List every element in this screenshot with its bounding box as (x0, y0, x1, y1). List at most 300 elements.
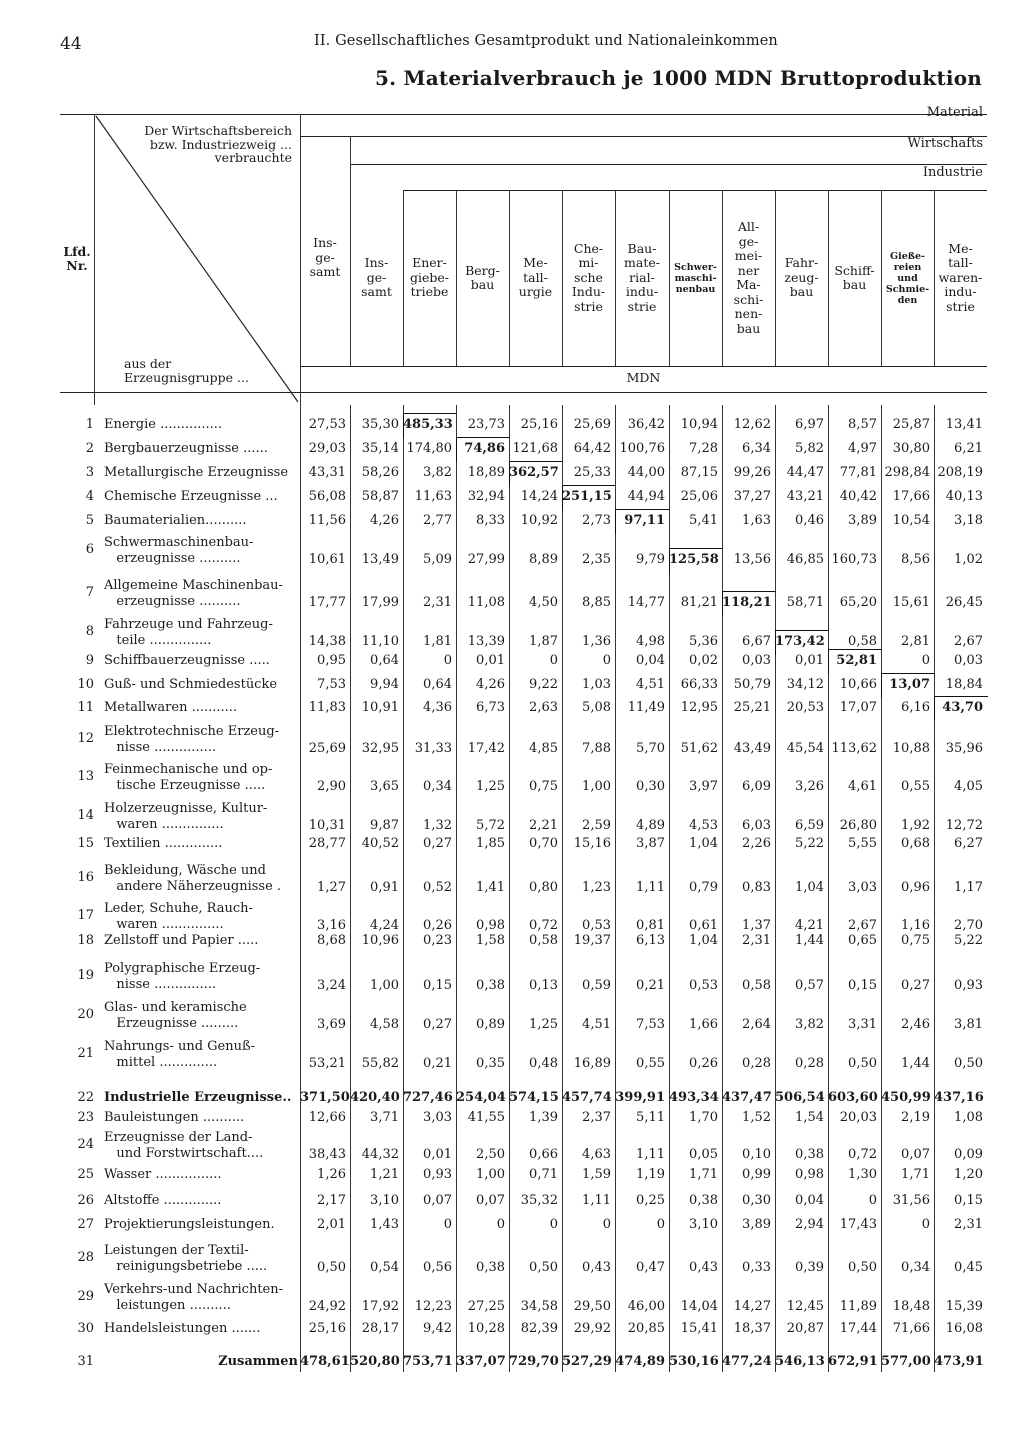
table-cell: 0,02 (689, 653, 718, 668)
table-cell: 0,99 (742, 1167, 771, 1182)
table-cell: 18,48 (892, 1299, 930, 1314)
table-cell: 45,54 (786, 741, 824, 756)
table-cell: 14,77 (627, 595, 665, 610)
row-number: 24 (77, 1137, 94, 1152)
table-cell: 12,95 (680, 700, 718, 715)
table-cell: 12,72 (945, 818, 983, 833)
table-cell: 6,34 (742, 441, 771, 456)
table-cell: 17,07 (839, 700, 877, 715)
table-cell: 0,59 (582, 978, 611, 993)
table-cell: 1,02 (954, 552, 983, 567)
table-cell: 30,80 (892, 441, 930, 456)
table-cell: 0,75 (901, 933, 930, 948)
table-cell: 2,31 (954, 1217, 983, 1232)
table-cell: 1,36 (582, 634, 611, 649)
column-header: Me- tall- waren- indu- strie (938, 240, 983, 314)
table-cell: 2,67 (848, 918, 877, 933)
row-label: Bauleistungen .......... (104, 1110, 245, 1125)
table-cell: 12,23 (414, 1299, 452, 1314)
table-cell: 4,21 (795, 918, 824, 933)
table-cell: 15,16 (573, 836, 611, 851)
table-cell: 0,21 (636, 978, 665, 993)
table-cell: 1,00 (370, 978, 399, 993)
table-cell: 13,41 (945, 417, 983, 432)
row-label: Fahrzeuge und Fahrzeug- teile ............... (104, 617, 273, 648)
table-cell: 4,61 (848, 779, 877, 794)
table-cell: 2,64 (742, 1017, 771, 1032)
table-cell: 3,82 (423, 465, 452, 480)
row-label: Handelsleistungen ....... (104, 1321, 261, 1336)
row-label: Feinmechanische und op- tische Erzeugnisse ..... (104, 762, 273, 793)
table-cell: 16,08 (945, 1321, 983, 1336)
table-cell: 27,53 (308, 417, 346, 432)
table-cell: 4,97 (848, 441, 877, 456)
table-cell: 25,87 (892, 417, 930, 432)
table-cell: 577,00 (881, 1354, 931, 1369)
table-cell: 0,27 (901, 978, 930, 993)
table-cell: 18,89 (467, 465, 505, 480)
row-number: 19 (77, 968, 94, 983)
table-cell: 0,50 (954, 1056, 983, 1071)
table-cell: 8,68 (317, 933, 346, 948)
table-cell: 5,09 (423, 552, 452, 567)
column-header: Schiff- bau (834, 262, 875, 292)
table-cell: 0 (549, 653, 558, 668)
table-cell: 0,54 (370, 1260, 399, 1275)
table-cell: 3,18 (954, 513, 983, 528)
table-cell: 35,32 (520, 1193, 558, 1208)
row-label: Holzerzeugnisse, Kultur- waren ............... (104, 801, 268, 832)
table-cell: 6,97 (795, 417, 824, 432)
row-number: 16 (77, 870, 94, 885)
table-cell: 4,36 (423, 700, 452, 715)
table-cell: 1,30 (848, 1167, 877, 1182)
table-cell: 0 (549, 1217, 558, 1232)
table-cell: 29,92 (573, 1321, 611, 1336)
table-cell: 18,37 (733, 1321, 771, 1336)
row-label: Schwermaschinenbau- erzeugnisse .......... (104, 535, 254, 566)
table-cell: 51,62 (680, 741, 718, 756)
row-number: 27 (77, 1217, 94, 1232)
table-cell: 81,21 (680, 595, 718, 610)
table-cell: 254,04 (456, 1090, 506, 1105)
table-cell: 0,96 (901, 880, 930, 895)
row-label: Bergbauerzeugnisse ...... (104, 441, 268, 456)
table-cell: 6,59 (795, 818, 824, 833)
table-cell: 3,24 (317, 978, 346, 993)
table-cell: 474,89 (615, 1354, 665, 1369)
table-cell: 4,50 (529, 595, 558, 610)
table-cell: 1,58 (476, 933, 505, 948)
table-cell: 14,24 (520, 489, 558, 504)
column-header: Ins- ge- samt (361, 255, 392, 300)
table-cell: 11,08 (467, 595, 505, 610)
table-cell: 0,55 (636, 1056, 665, 1071)
table-cell: 100,76 (619, 441, 665, 456)
table-cell: 0,64 (423, 677, 452, 692)
table-cell: 4,26 (476, 677, 505, 692)
table-cell: 3,16 (317, 918, 346, 933)
table-cell: 2,94 (795, 1217, 824, 1232)
table-cell: 1,44 (795, 933, 824, 948)
table-cell: 1,87 (529, 634, 558, 649)
row-label: Leder, Schuhe, Rauch- waren ............... (104, 901, 253, 932)
table-cell: 27,99 (467, 552, 505, 567)
table-cell: 0,23 (423, 933, 452, 948)
table-cell: 11,56 (308, 513, 346, 528)
table-cell: 2,90 (317, 779, 346, 794)
table-cell: 43,70 (942, 700, 983, 715)
table-cell: 6,03 (742, 818, 771, 833)
table-cell: 2,77 (423, 513, 452, 528)
table-cell: 1,25 (529, 1017, 558, 1032)
table-cell: 15,39 (945, 1299, 983, 1314)
table-cell: 32,95 (361, 741, 399, 756)
table-cell: 3,03 (423, 1110, 452, 1125)
table-cell: 437,47 (722, 1090, 772, 1105)
table-cell: 337,07 (456, 1354, 506, 1369)
table-cell: 10,61 (308, 552, 346, 567)
table-cell: 10,92 (520, 513, 558, 528)
table-cell: 7,53 (636, 1017, 665, 1032)
row-label: Polygraphische Erzeug- nisse ............... (104, 961, 261, 992)
column-header: Berg- bau (465, 262, 500, 292)
table-cell: 31,56 (892, 1193, 930, 1208)
table-cell: 10,94 (680, 417, 718, 432)
table-cell: 0,50 (848, 1260, 877, 1275)
row-label: Textilien .............. (104, 836, 223, 851)
table-cell: 729,70 (509, 1354, 559, 1369)
table-cell: 0,10 (742, 1147, 771, 1162)
table-cell: 0,89 (476, 1017, 505, 1032)
table-cell: 118,21 (722, 595, 772, 610)
row-label: Energie ............... (104, 417, 223, 432)
table-cell: 0,38 (476, 978, 505, 993)
row-label: Bekleidung, Wäsche und andere Näherzeugnisse . (104, 863, 282, 894)
table-cell: 6,27 (954, 836, 983, 851)
table-cell: 25,06 (680, 489, 718, 504)
row-number: 29 (77, 1289, 94, 1304)
table-cell: 25,16 (308, 1321, 346, 1336)
row-label: Projektierungsleistungen. (104, 1217, 275, 1232)
table-cell: 0,71 (529, 1167, 558, 1182)
row-number: 1 (85, 417, 94, 432)
row-number: 20 (77, 1007, 94, 1022)
table-cell: 603,60 (828, 1090, 878, 1105)
table-cell: 4,89 (636, 818, 665, 833)
row-label: Verkehrs-und Nachrichten- leistungen .......... (104, 1282, 284, 1313)
table-cell: 477,24 (722, 1354, 772, 1369)
table-cell: 5,70 (636, 741, 665, 756)
table-cell: 0,34 (901, 1260, 930, 1275)
table-cell: 44,00 (627, 465, 665, 480)
table-cell: 10,88 (892, 741, 930, 756)
table-cell: 40,52 (361, 836, 399, 851)
table-cell: 5,11 (636, 1110, 665, 1125)
table-cell: 5,72 (476, 818, 505, 833)
table-cell: 5,82 (795, 441, 824, 456)
table-cell: 18,84 (945, 677, 983, 692)
table-cell: 1,37 (742, 918, 771, 933)
table-cell: 10,31 (308, 818, 346, 833)
table-cell: 173,42 (775, 634, 825, 649)
row-number: 21 (77, 1046, 94, 1061)
column-header: Gieße- reien und Schmie- den (885, 250, 930, 306)
table-cell: 52,81 (836, 653, 877, 668)
table-cell: 478,61 (300, 1354, 350, 1369)
table-cell: 8,89 (529, 552, 558, 567)
table-cell: 34,12 (786, 677, 824, 692)
table-cell: 2,37 (582, 1110, 611, 1125)
table-cell: 2,35 (582, 552, 611, 567)
table-cell: 7,28 (689, 441, 718, 456)
table-cell: 3,65 (370, 779, 399, 794)
row-number: 25 (77, 1167, 94, 1182)
table-cell: 17,77 (308, 595, 346, 610)
row-label: Allgemeine Maschinenbau- erzeugnisse .......... (104, 578, 283, 609)
row-label: Nahrungs- und Genuß- mittel .............. (104, 1039, 256, 1070)
table-cell: 546,13 (775, 1354, 825, 1369)
table-cell: 17,99 (361, 595, 399, 610)
row-label: Guß- und Schmiedestücke (104, 677, 278, 692)
table-cell: 1,52 (742, 1110, 771, 1125)
table-cell: 1,26 (317, 1167, 346, 1182)
table-cell: 5,41 (689, 513, 718, 528)
table-cell: 32,94 (467, 489, 505, 504)
table-cell: 4,58 (370, 1017, 399, 1032)
row-number: 10 (77, 677, 94, 692)
table-cell: 17,66 (892, 489, 930, 504)
table-cell: 3,81 (954, 1017, 983, 1032)
table-cell: 38,43 (308, 1147, 346, 1162)
table-cell: 0,43 (689, 1260, 718, 1275)
table-cell: 753,71 (403, 1354, 453, 1369)
table-cell: 43,31 (308, 465, 346, 480)
table-cell: 0,04 (636, 653, 665, 668)
table-cell: 35,96 (945, 741, 983, 756)
table-cell: 0 (496, 1217, 505, 1232)
table-cell: 3,89 (848, 513, 877, 528)
table-cell: 9,22 (529, 677, 558, 692)
table-cell: 727,46 (403, 1090, 453, 1105)
table-cell: 0,27 (423, 836, 452, 851)
table-cell: 9,87 (370, 818, 399, 833)
table-cell: 56,08 (308, 489, 346, 504)
table-cell: 99,26 (733, 465, 771, 480)
table-cell: 5,55 (848, 836, 877, 851)
row-number: 17 (77, 908, 94, 923)
row-label: Chemische Erzeugnisse ... (104, 489, 278, 504)
row-number: 12 (77, 731, 94, 746)
row-number: 31 (77, 1354, 94, 1369)
table-cell: 0,72 (848, 1147, 877, 1162)
table-cell: 362,57 (509, 465, 559, 480)
table-cell: 1,17 (954, 880, 983, 895)
header-group-industrie: Industrie (922, 165, 983, 180)
table-cell: 25,21 (733, 700, 771, 715)
table-cell: 11,89 (839, 1299, 877, 1314)
table-cell: 0,52 (423, 880, 452, 895)
row-number: 13 (77, 769, 94, 784)
table-cell: 1,39 (529, 1110, 558, 1125)
table-cell: 1,00 (476, 1167, 505, 1182)
table-cell: 2,19 (901, 1110, 930, 1125)
table-cell: 4,05 (954, 779, 983, 794)
table-cell: 2,59 (582, 818, 611, 833)
table-cell: 3,10 (370, 1193, 399, 1208)
table-cell: 20,85 (627, 1321, 665, 1336)
table-cell: 0,93 (423, 1167, 452, 1182)
table-cell: 1,20 (954, 1167, 983, 1182)
table-cell: 16,89 (573, 1056, 611, 1071)
table-cell: 0,58 (742, 978, 771, 993)
table-cell: 7,88 (582, 741, 611, 756)
row-number: 23 (77, 1110, 94, 1125)
table-cell: 19,37 (573, 933, 611, 948)
table-cell: 2,73 (582, 513, 611, 528)
table-cell: 3,10 (689, 1217, 718, 1232)
table-cell: 23,73 (467, 417, 505, 432)
table-cell: 4,51 (582, 1017, 611, 1032)
table-cell: 0 (921, 1217, 930, 1232)
row-label: Altstoffe .............. (104, 1193, 222, 1208)
table-cell: 14,38 (308, 634, 346, 649)
table-cell: 2,31 (742, 933, 771, 948)
table-cell: 13,49 (361, 552, 399, 567)
table-cell: 1,59 (582, 1167, 611, 1182)
table-cell: 0,03 (742, 653, 771, 668)
table-cell: 3,97 (689, 779, 718, 794)
table-cell: 0,07 (901, 1147, 930, 1162)
table-cell: 0,56 (423, 1260, 452, 1275)
table-cell: 1,71 (689, 1167, 718, 1182)
table-cell: 0 (921, 653, 930, 668)
row-number: 9 (85, 653, 94, 668)
table-cell: 0,53 (689, 978, 718, 993)
table-cell: 2,70 (954, 918, 983, 933)
table-cell: 26,80 (839, 818, 877, 833)
table-cell: 8,33 (476, 513, 505, 528)
unit-label: MDN (626, 370, 661, 385)
table-cell: 0,30 (636, 779, 665, 794)
row-number: 28 (77, 1250, 94, 1265)
row-label: Baumaterialien.......... (104, 513, 247, 528)
corner-header-top: Der Wirtschaftsbereich bzw. Industriezweig ... verbrauchte (144, 123, 292, 165)
table-cell: 1,70 (689, 1110, 718, 1125)
table-cell: 473,91 (934, 1354, 984, 1369)
table-cell: 0,50 (529, 1260, 558, 1275)
table-cell: 2,67 (954, 634, 983, 649)
table-cell: 6,16 (901, 700, 930, 715)
table-cell: 15,41 (680, 1321, 718, 1336)
table-cell: 0,66 (529, 1147, 558, 1162)
table-cell: 0,47 (636, 1260, 665, 1275)
table-cell: 4,63 (582, 1147, 611, 1162)
table-cell: 13,07 (889, 677, 930, 692)
page-number: 44 (60, 34, 82, 54)
column-header: Bau- mate- rial- indu- strie (624, 240, 660, 314)
row-number: 15 (77, 836, 94, 851)
table-cell: 40,13 (945, 489, 983, 504)
table-cell: 1,25 (476, 779, 505, 794)
table-cell: 71,66 (892, 1321, 930, 1336)
table-cell: 0 (602, 1217, 611, 1232)
table-cell: 506,54 (775, 1090, 825, 1105)
table-cell: 20,03 (839, 1110, 877, 1125)
table-cell: 2,46 (901, 1017, 930, 1032)
table-cell: 9,42 (423, 1321, 452, 1336)
table-cell: 7,53 (317, 677, 346, 692)
table-cell: 371,50 (300, 1090, 350, 1105)
table-cell: 41,55 (467, 1110, 505, 1125)
table-cell: 17,44 (839, 1321, 877, 1336)
row-number: 2 (85, 441, 94, 456)
table-cell: 0,55 (901, 779, 930, 794)
table-cell: 1,03 (582, 677, 611, 692)
table-cell: 0,80 (529, 880, 558, 895)
row-number: 5 (85, 513, 94, 528)
table-cell: 450,99 (881, 1090, 931, 1105)
row-number: 26 (77, 1193, 94, 1208)
table-cell: 0,09 (954, 1147, 983, 1162)
table-cell: 113,62 (831, 741, 877, 756)
row-number: 4 (85, 489, 94, 504)
table-cell: 0,27 (423, 1017, 452, 1032)
table-cell: 43,21 (786, 489, 824, 504)
table-cell: 0,61 (689, 918, 718, 933)
table-cell: 493,34 (669, 1090, 719, 1105)
table-cell: 25,33 (573, 465, 611, 480)
table-cell: 2,81 (901, 634, 930, 649)
table-cell: 40,42 (839, 489, 877, 504)
row-label: Schiffbauerzeugnisse ..... (104, 653, 270, 668)
row-label: Metallwaren ........... (104, 700, 238, 715)
table-cell: 1,92 (901, 818, 930, 833)
table-cell: 530,16 (669, 1354, 719, 1369)
table-cell: 43,49 (733, 741, 771, 756)
table-cell: 12,45 (786, 1299, 824, 1314)
table-cell: 527,29 (562, 1354, 612, 1369)
column-header: All- ge- mei- ner Ma- schi- nen- bau (733, 219, 764, 336)
table-cell: 35,30 (361, 417, 399, 432)
table-cell: 1,66 (689, 1017, 718, 1032)
table-cell: 36,42 (627, 417, 665, 432)
table-cell: 1,16 (901, 918, 930, 933)
table-cell: 457,74 (562, 1090, 612, 1105)
row-number: 8 (85, 624, 94, 639)
row-label: Zellstoff und Papier ..... (104, 933, 259, 948)
table-cell: 1,04 (689, 933, 718, 948)
table-cell: 1,00 (582, 779, 611, 794)
table-cell: 1,85 (476, 836, 505, 851)
table-cell: 437,16 (934, 1090, 984, 1105)
table-cell: 10,28 (467, 1321, 505, 1336)
table-cell: 3,89 (742, 1217, 771, 1232)
table-cell: 26,45 (945, 595, 983, 610)
row-number: 18 (77, 933, 94, 948)
table-cell: 74,86 (464, 441, 505, 456)
row-label: Industrielle Erzeugnisse.. (104, 1090, 292, 1105)
table-cell: 174,80 (406, 441, 452, 456)
column-header: Fahr- zeug- bau (784, 255, 819, 300)
header-group-wirtschafts: Wirtschafts (907, 136, 983, 151)
table-cell: 0,72 (529, 918, 558, 933)
table-cell: 0,53 (582, 918, 611, 933)
table-cell: 58,71 (786, 595, 824, 610)
table-cell: 3,26 (795, 779, 824, 794)
table-cell: 0,26 (689, 1056, 718, 1071)
table-cell: 1,27 (317, 880, 346, 895)
